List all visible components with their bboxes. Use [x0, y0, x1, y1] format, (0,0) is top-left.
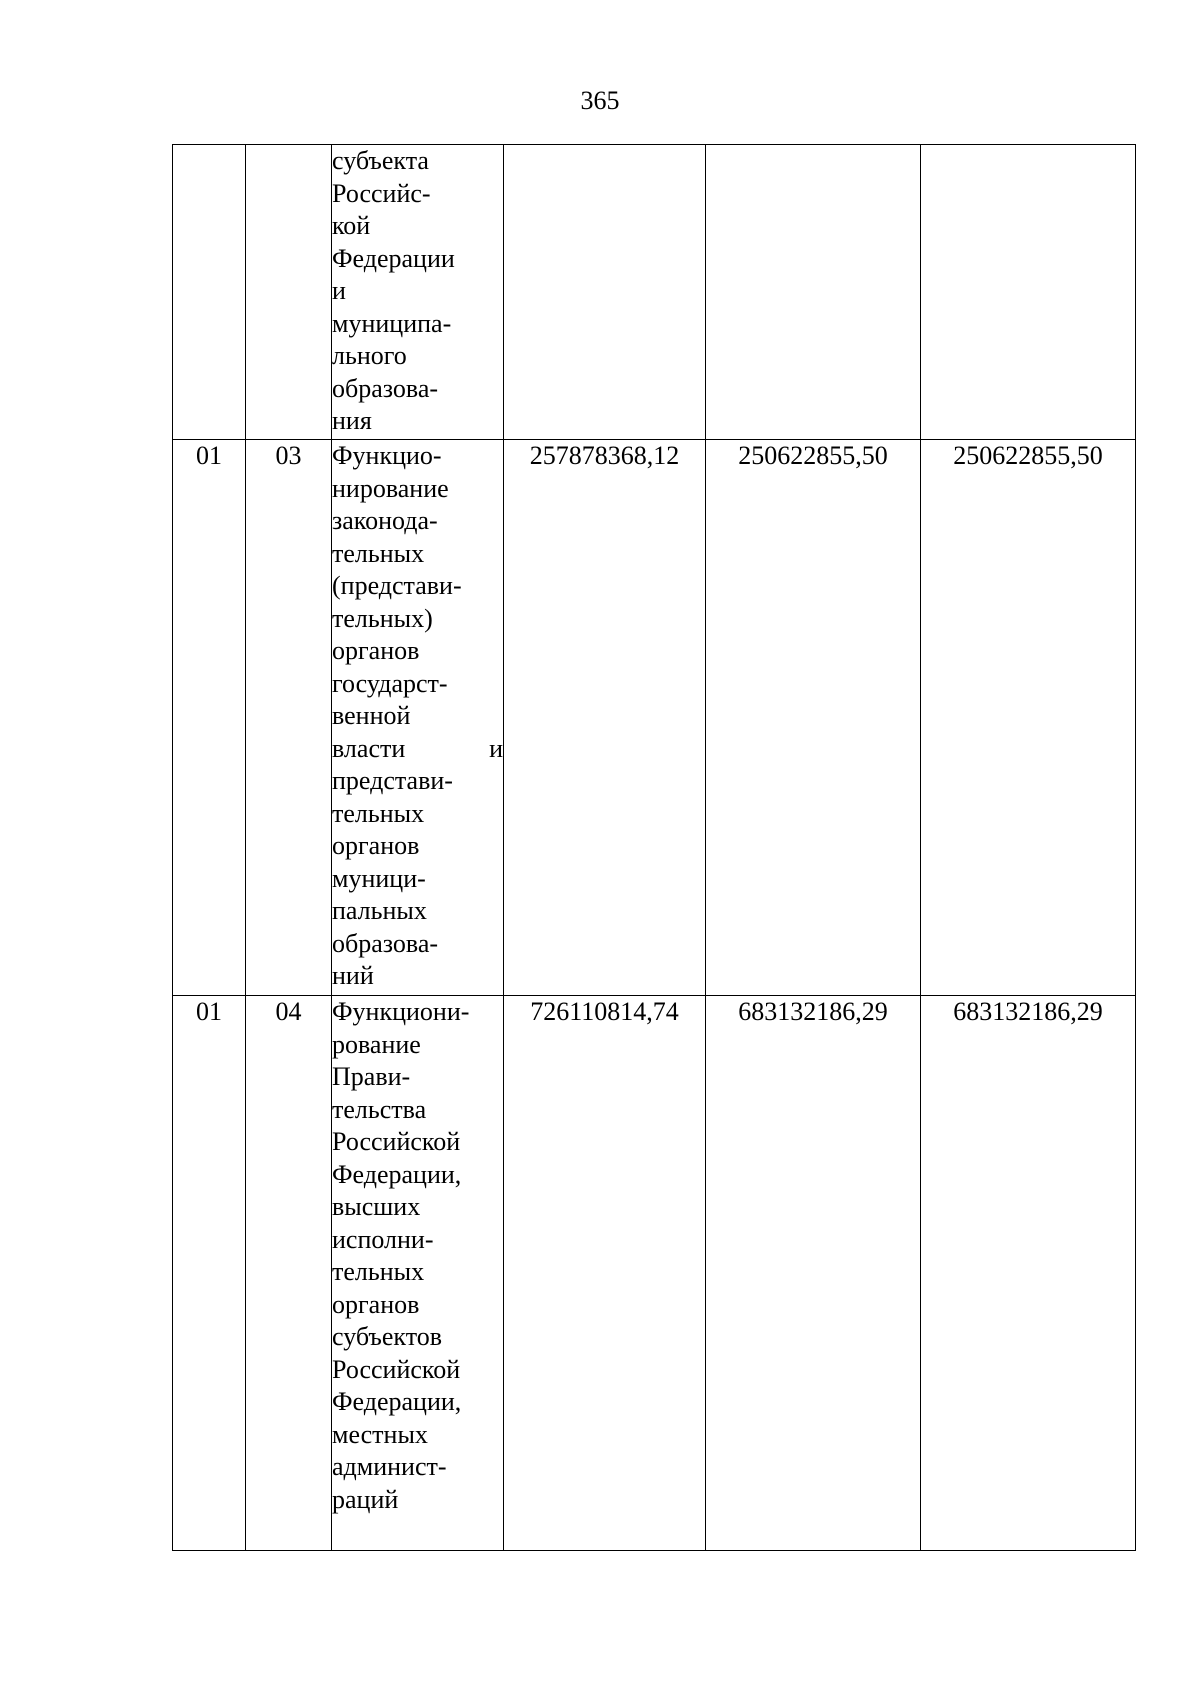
- name-line: органов: [332, 636, 420, 665]
- name-line: исполни-: [332, 1224, 434, 1254]
- name-line: ний: [332, 961, 374, 990]
- name-line: местных: [332, 1419, 428, 1449]
- name-line: субъектов: [332, 1322, 443, 1351]
- page-number: 365: [580, 86, 620, 115]
- name-word: власти: [332, 733, 406, 763]
- name-line: субъекта: [332, 146, 429, 175]
- name-line: нирование: [332, 473, 449, 503]
- name-line: Российс-: [332, 178, 431, 208]
- name-line: льного: [332, 341, 407, 370]
- name-line: раций: [332, 1484, 399, 1514]
- table-row: [173, 996, 1136, 1551]
- podrazdel-cell: 04: [246, 996, 332, 1551]
- name-line: представи-: [332, 766, 453, 795]
- value-3-cell: 250622855,50: [921, 440, 1136, 996]
- name-line: Функцио-: [332, 441, 442, 470]
- table-row: [173, 440, 1136, 996]
- name-line: админист-: [332, 1452, 447, 1481]
- name-line: Федерации,: [332, 1387, 462, 1416]
- name-line: венной: [332, 701, 411, 730]
- name-line: рование: [332, 1029, 421, 1059]
- name-line: органов: [332, 831, 420, 860]
- razdel-cell: 01: [173, 996, 246, 1551]
- name-line: тельных: [332, 538, 425, 568]
- value-2-cell: 683132186,29: [706, 996, 921, 1551]
- name-line: пальных: [332, 896, 427, 925]
- name-word: и: [489, 733, 503, 763]
- podrazdel-cell: [246, 145, 332, 440]
- name-line: и: [332, 276, 346, 305]
- value-1-cell: 257878368,12: [504, 440, 706, 996]
- name-line: ния: [332, 406, 372, 435]
- name-cell: [332, 440, 504, 996]
- name-line: муниципа-: [332, 308, 452, 338]
- name-line: Функциони-: [332, 997, 470, 1026]
- podrazdel-cell: 03: [246, 440, 332, 996]
- name-line: тельства: [332, 1094, 427, 1124]
- name-cell: [332, 996, 504, 1551]
- name-line: высших: [332, 1192, 421, 1221]
- value-2-cell: [706, 145, 921, 440]
- name-line: (представи-: [332, 571, 462, 600]
- name-line: муници-: [332, 863, 426, 893]
- name-line: кой: [332, 211, 371, 240]
- value-3-cell: [921, 145, 1136, 440]
- name-line: государст-: [332, 668, 448, 698]
- value-2-cell: 250622855,50: [706, 440, 921, 996]
- name-line: законода-: [332, 506, 438, 535]
- value-3-cell: 683132186,29: [921, 996, 1136, 1551]
- value-1-cell: [504, 145, 706, 440]
- razdel-cell: [173, 145, 246, 440]
- name-line: Федерации: [332, 243, 455, 273]
- name-line: Российской: [332, 1354, 461, 1384]
- name-line: тельных: [332, 798, 425, 828]
- name-line: Федерации,: [332, 1159, 462, 1189]
- name-line: Российской: [332, 1127, 461, 1156]
- table-row: [173, 145, 1136, 440]
- name-cell: [332, 145, 504, 440]
- name-line: тельных): [332, 603, 433, 633]
- budget-table: [172, 144, 1136, 1551]
- name-line: образова-: [332, 928, 439, 958]
- name-line: тельных: [332, 1257, 425, 1286]
- name-line: Прави-: [332, 1062, 411, 1091]
- name-line: органов: [332, 1289, 420, 1319]
- name-line: образова-: [332, 373, 439, 403]
- value-1-cell: 726110814,74: [504, 996, 706, 1551]
- name-line-justified: [332, 733, 503, 766]
- razdel-cell: 01: [173, 440, 246, 996]
